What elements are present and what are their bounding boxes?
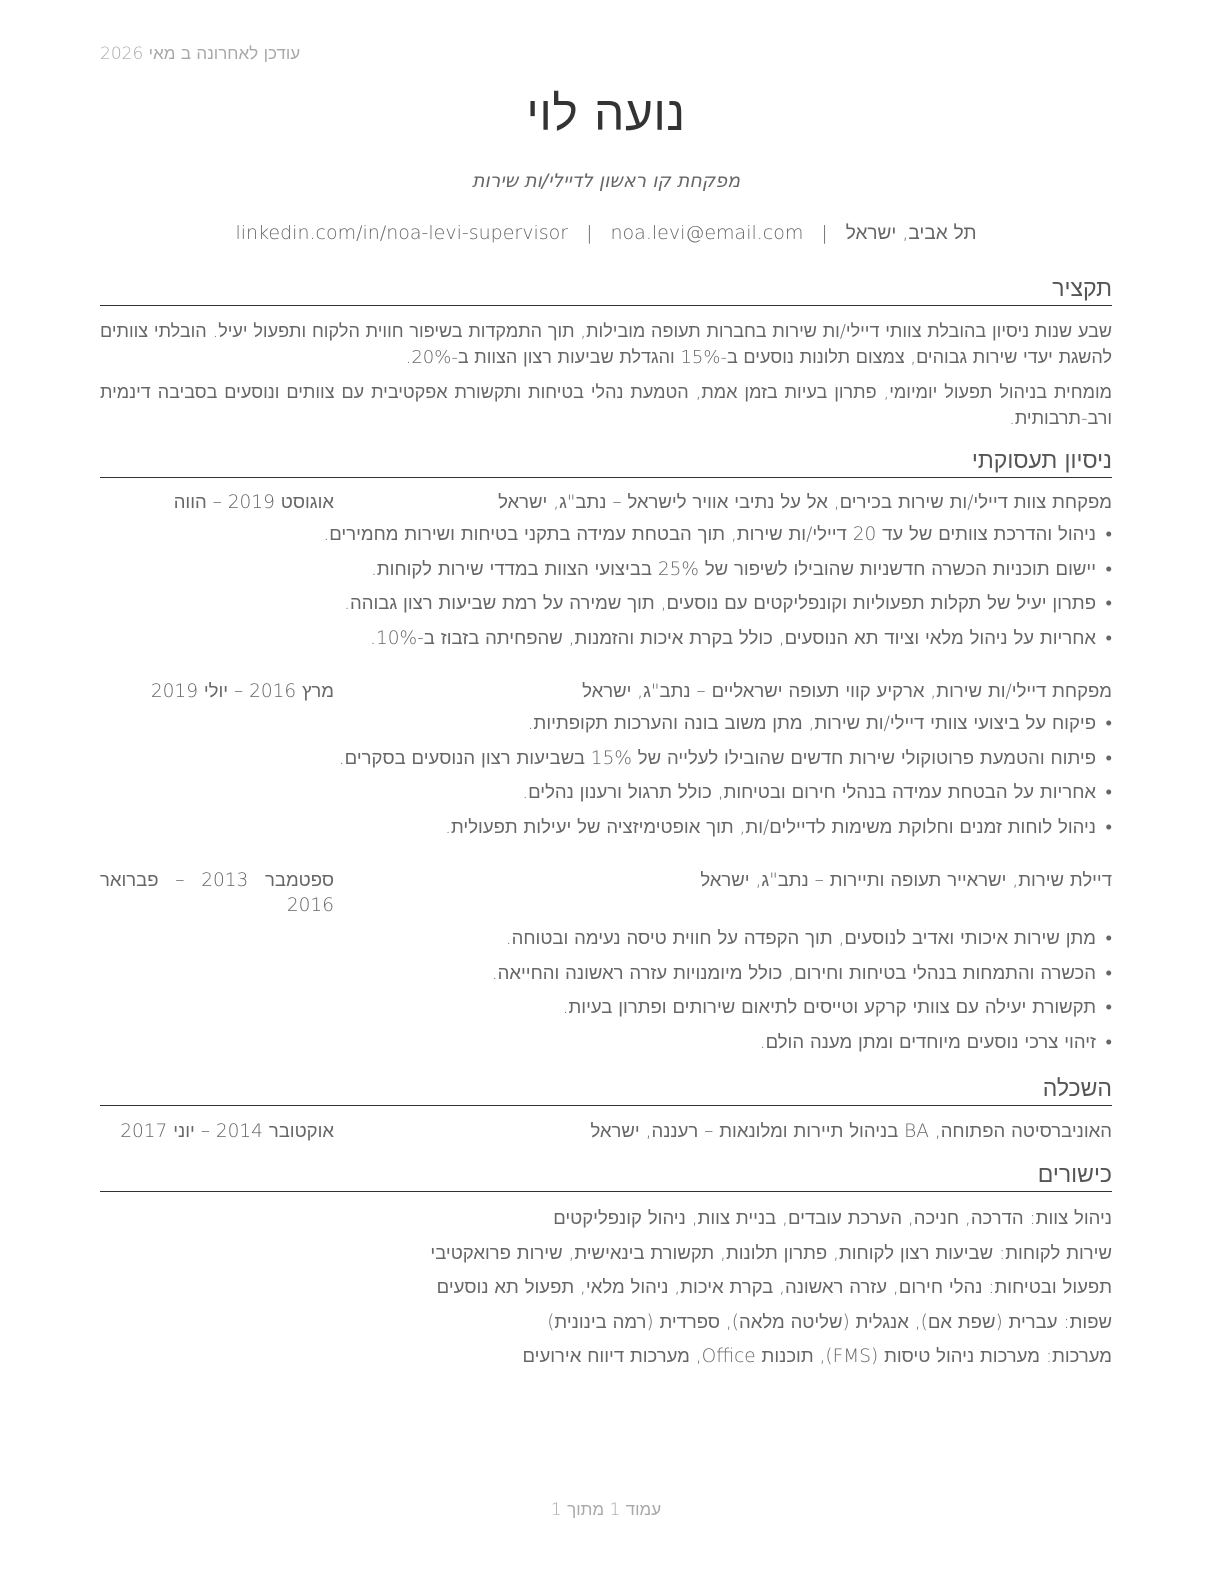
bullet-item: • הכשרה והתמחות בנהלי בטיחות וחירום, כולל מיומנויות עזרה ראשונה והחייאה. xyxy=(100,961,1096,996)
section-heading-summary: תקציר xyxy=(100,275,1112,306)
job-header xyxy=(100,680,1112,706)
skill-line: מערכות: מערכות ניהול טיסות (FMS), תוכנות Office, מערכות דיווח אירועים xyxy=(522,1346,1112,1367)
email-link[interactable]: noa.levi@email.com xyxy=(610,222,804,244)
bullet-item: • מתן שירות איכותי ואדיב לנוסעים, תוך הקפדה על חווית טיסה נעימה ובטוחה. xyxy=(100,926,1096,961)
bullet-item: • תקשורת יעילה עם צוותי קרקע וטייסים לתיאום שירותים ופתרון בעיות. xyxy=(100,995,1096,1030)
candidate-name: נועה לוי xyxy=(526,86,686,142)
bullet-icon: • xyxy=(1105,713,1112,734)
bullet-item: • אחריות על ניהול מלאי וציוד תא הנוסעים, כולל בקרת איכות והזמנות, שהפחיתה בזבוז ב-10%. xyxy=(100,626,1096,661)
skill-line: שירות לקוחות: שביעות רצון לקוחות, פתרון תלונות, תקשורת בינאישית, שירות פרואקטיבי xyxy=(430,1243,1112,1264)
bullet-icon: • xyxy=(1105,524,1112,545)
linkedin-link[interactable]: linkedin.com/in/noa-levi-supervisor xyxy=(235,222,569,244)
contact-line xyxy=(100,222,1112,245)
last-updated: עודכן לאחרונה ב מאי 2026 xyxy=(100,44,301,64)
section-heading-skills: כישורים xyxy=(100,1161,1112,1192)
bullet-item: • פיקוח על ביצועי צוותי דיילי/ות שירות, מתן משוב בונה והערכות תקופתיות. xyxy=(100,711,1096,746)
job-role: דיילת שירות, ישראייר תעופה ותיירות – נתב"ג, ישראל xyxy=(700,870,1112,891)
job-dates: 2016 xyxy=(286,895,334,916)
job-header xyxy=(100,869,1112,895)
job-header xyxy=(100,491,1112,517)
bullet-item: • פתרון יעיל של תקלות תפעוליות וקונפליקטים עם נוסעים, תוך שמירה על רמת שביעות רצון גבוהה. xyxy=(100,591,1096,626)
bullet-icon: • xyxy=(1105,558,1112,580)
education-entry xyxy=(100,1120,1112,1146)
bullet-icon: • xyxy=(1105,1032,1112,1054)
bullet-item: • יישום תוכניות הכשרה חדשניות שהובילו לשיפור של 25% בביצועי הצוות במדדי שירות לקוחות. xyxy=(100,557,1096,592)
education-dates: אוקטובר 2014 – יוני 2017 xyxy=(120,1121,334,1142)
page-number: עמוד 1 מתוך 1 xyxy=(550,1500,662,1520)
bullet-icon: • xyxy=(1105,928,1112,949)
bullet-item: • פיתוח והטמעת פרוטוקולי שירות חדשים שהובילו לעלייה של 15% בשביעות רצון הנוסעים בסקרים. xyxy=(100,746,1096,781)
location: תל אביב, ישראל xyxy=(845,222,977,244)
skill-line: תפעול ובטיחות: נהלי חירום, עזרה ראשונה, בקרת איכות, ניהול מלאי, תפעול תא נוסעים xyxy=(436,1277,1112,1298)
bullet-icon: • xyxy=(1105,593,1112,615)
section-heading-education: השכלה xyxy=(100,1075,1112,1106)
summary-paragraph: מומחית בניהול תפעול יומיומי, פתרון בעיות בזמן אמת, הטמעת נהלי בטיחות ותקשורת אפקטיבית עם צוותים ונוסעים בסביבה דינמית ורב-תרבותית. xyxy=(100,382,1112,429)
education-degree: האוניברסיטה הפתוחה, BA בניהול תיירות ומלונאות – רעננה, ישראל xyxy=(590,1121,1112,1142)
bullet-icon: • xyxy=(1105,628,1112,650)
bullet-item: • ניהול לוחות זמנים וחלוקת משימות לדיילים/ות, תוך אופטימיזציה של יעילות תפעולית. xyxy=(100,815,1096,850)
job-role: מפקחת צוות דיילי/ות שירות בכירים, אל על נתיבי אוויר לישראל – נתב"ג, ישראל xyxy=(498,492,1112,513)
bullet-icon: • xyxy=(1105,782,1112,804)
job-dates: ספטמבר 2013 – פברואר xyxy=(100,870,334,891)
job-dates: אוגוסט 2019 – הווה xyxy=(173,492,334,513)
job-dates-continued xyxy=(100,895,1112,921)
summary-paragraph: שבע שנות ניסיון בהובלת צוותי דיילי/ות שירות בחברות תעופה מובילות, תוך התמקדות בשיפור חווית הלקוח ותפעול יעיל. הובלתי צוותים להשגת יעדי שירות גבוהים, צמצום תלונות נוסעים ב-15% והגדלת שביעות רצון הצוות ב-20%. xyxy=(100,321,1112,368)
job-role: מפקחת דיילי/ות שירות, ארקיע קווי תעופה ישראליים – נתב"ג, ישראל xyxy=(582,681,1112,702)
separator: | xyxy=(821,222,828,244)
bullet-item: • אחריות על הבטחת עמידה בנהלי חירום ובטיחות, כולל תרגול ורענון נהלים. xyxy=(100,780,1096,815)
skill-line: ניהול צוות: הדרכה, חניכה, הערכת עובדים, בניית צוות, ניהול קונפליקטים xyxy=(553,1208,1112,1229)
bullet-icon: • xyxy=(1105,962,1112,984)
bullet-item: • זיהוי צרכי נוסעים מיוחדים ומתן מענה הולם. xyxy=(100,1030,1096,1065)
job-bullets xyxy=(100,711,1112,850)
bullet-item: • ניהול והדרכת צוותים של עד 20 דיילי/ות שירות, תוך הבטחת עמידה בתקני בטיחות ושירות מחמירים. xyxy=(100,522,1096,557)
job-dates: מרץ 2016 – יולי 2019 xyxy=(150,681,334,702)
separator: | xyxy=(586,222,593,244)
job-bullets xyxy=(100,926,1112,1065)
job-bullets xyxy=(100,522,1112,661)
bullet-icon: • xyxy=(1105,817,1112,839)
resume-page xyxy=(100,0,1112,1584)
bullet-icon: • xyxy=(1105,747,1112,769)
skill-line: שפות: עברית (שפת אם), אנגלית (שליטה מלאה), ספרדית (רמה בינונית) xyxy=(547,1312,1112,1333)
section-heading-experience: ניסיון תעסוקתי xyxy=(100,447,1112,478)
bullet-icon: • xyxy=(1105,997,1112,1019)
candidate-title: מפקחת קו ראשון לדיילי/ות שירות xyxy=(471,170,741,192)
